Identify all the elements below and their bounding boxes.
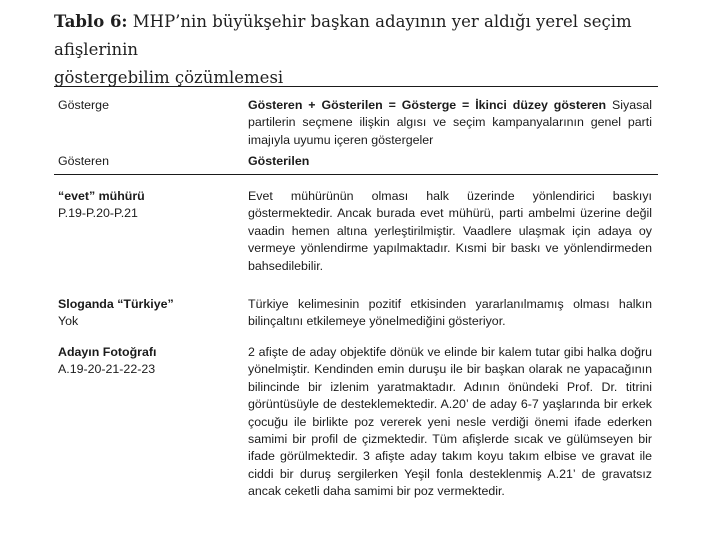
row-code: Yok xyxy=(58,314,79,329)
row-title: Sloganda “Türkiye” xyxy=(58,297,174,311)
header-formula xyxy=(248,97,652,149)
caption-label: Tablo 6: xyxy=(54,12,128,31)
row-code: P.19-P.20-P.21 xyxy=(58,206,138,221)
row-title: Adayın Fotoğrafı xyxy=(58,345,157,359)
header-formula-bold: Gösteren + Gösterilen = Gösterge = İkinci düzey gösteren xyxy=(248,98,607,112)
table-header-rule xyxy=(54,174,658,175)
header-formula-rest: Siyasal partilerin seçmene ilişkin algısı ve seçim kampanyalarının genel parti imajıyla uyumu içeren göstergeler xyxy=(248,98,652,147)
row-description: Türkiye kelimesinin pozitif etkisinden yararlanılmamış olması halkın bilinçaltını etkilemeye yönelmediğini gösteriyor. xyxy=(248,297,652,329)
table-top-rule xyxy=(54,86,658,87)
row-description: 2 afişte de aday objektife dönük ve elinde bir kalem tutar gibi halka doğru yönelmiştir. Kendinden emin duruşu ile bir başkan olarak ne yapacağının bilincinde bir izlenim yaratmaktadır. Adının önündeki Prof. Dr. titrini görüntüsüyle de desteklemektedir. A.20’ de aday 6-7 yaşlarında bir erkek çocuğu ile birlikte poz vererek yeni nesle verdiği önemi ifade ederken samimi bir profil de çizmektedir. Tüm afişlerde sıcak ve gülümseyen bir ifade görülmektedir. 3 afişte aday takım koyu takım elbise ve gravat ile ciddi bir duruş sergilerken Yeşil fonla desteklenmiş A.21’ de gravatsız ancak ceketli daha samimi bir poz vermektedir. xyxy=(248,345,652,499)
header-gosterilen-label: Gösterilen xyxy=(248,154,310,168)
row-title: “evet” mühürü xyxy=(58,189,145,203)
table-row-label xyxy=(58,344,228,379)
header-gosteren-label: Gösteren xyxy=(58,154,109,168)
row-code: A.19-20-21-22-23 xyxy=(58,362,156,377)
row-description: Evet mühürünün olması halk üzerinde yönlendirici baskıyı göstermektedir. Ancak burada evet mühürü, parti ambelmi üzerine değil vaadin hemen altına yerleştirilmiştir. Vaadlere ulaşmak için adaya oy vermeye yönlendirme yapılmaktadır. Kısmi bir baskı ve yönlendirmeden bahsedilebilir. xyxy=(248,189,652,273)
table-caption xyxy=(54,8,674,92)
table-row-label xyxy=(58,188,228,223)
table-row-label xyxy=(58,296,228,331)
caption-title-line1: MHP’nin büyükşehir başkan adayının yer aldığı yerel seçim afişlerinin xyxy=(54,12,632,59)
header-gosterge-label: Gösterge xyxy=(58,98,109,112)
caption-title-line2: göstergebilim çözümlemesi xyxy=(54,68,284,87)
